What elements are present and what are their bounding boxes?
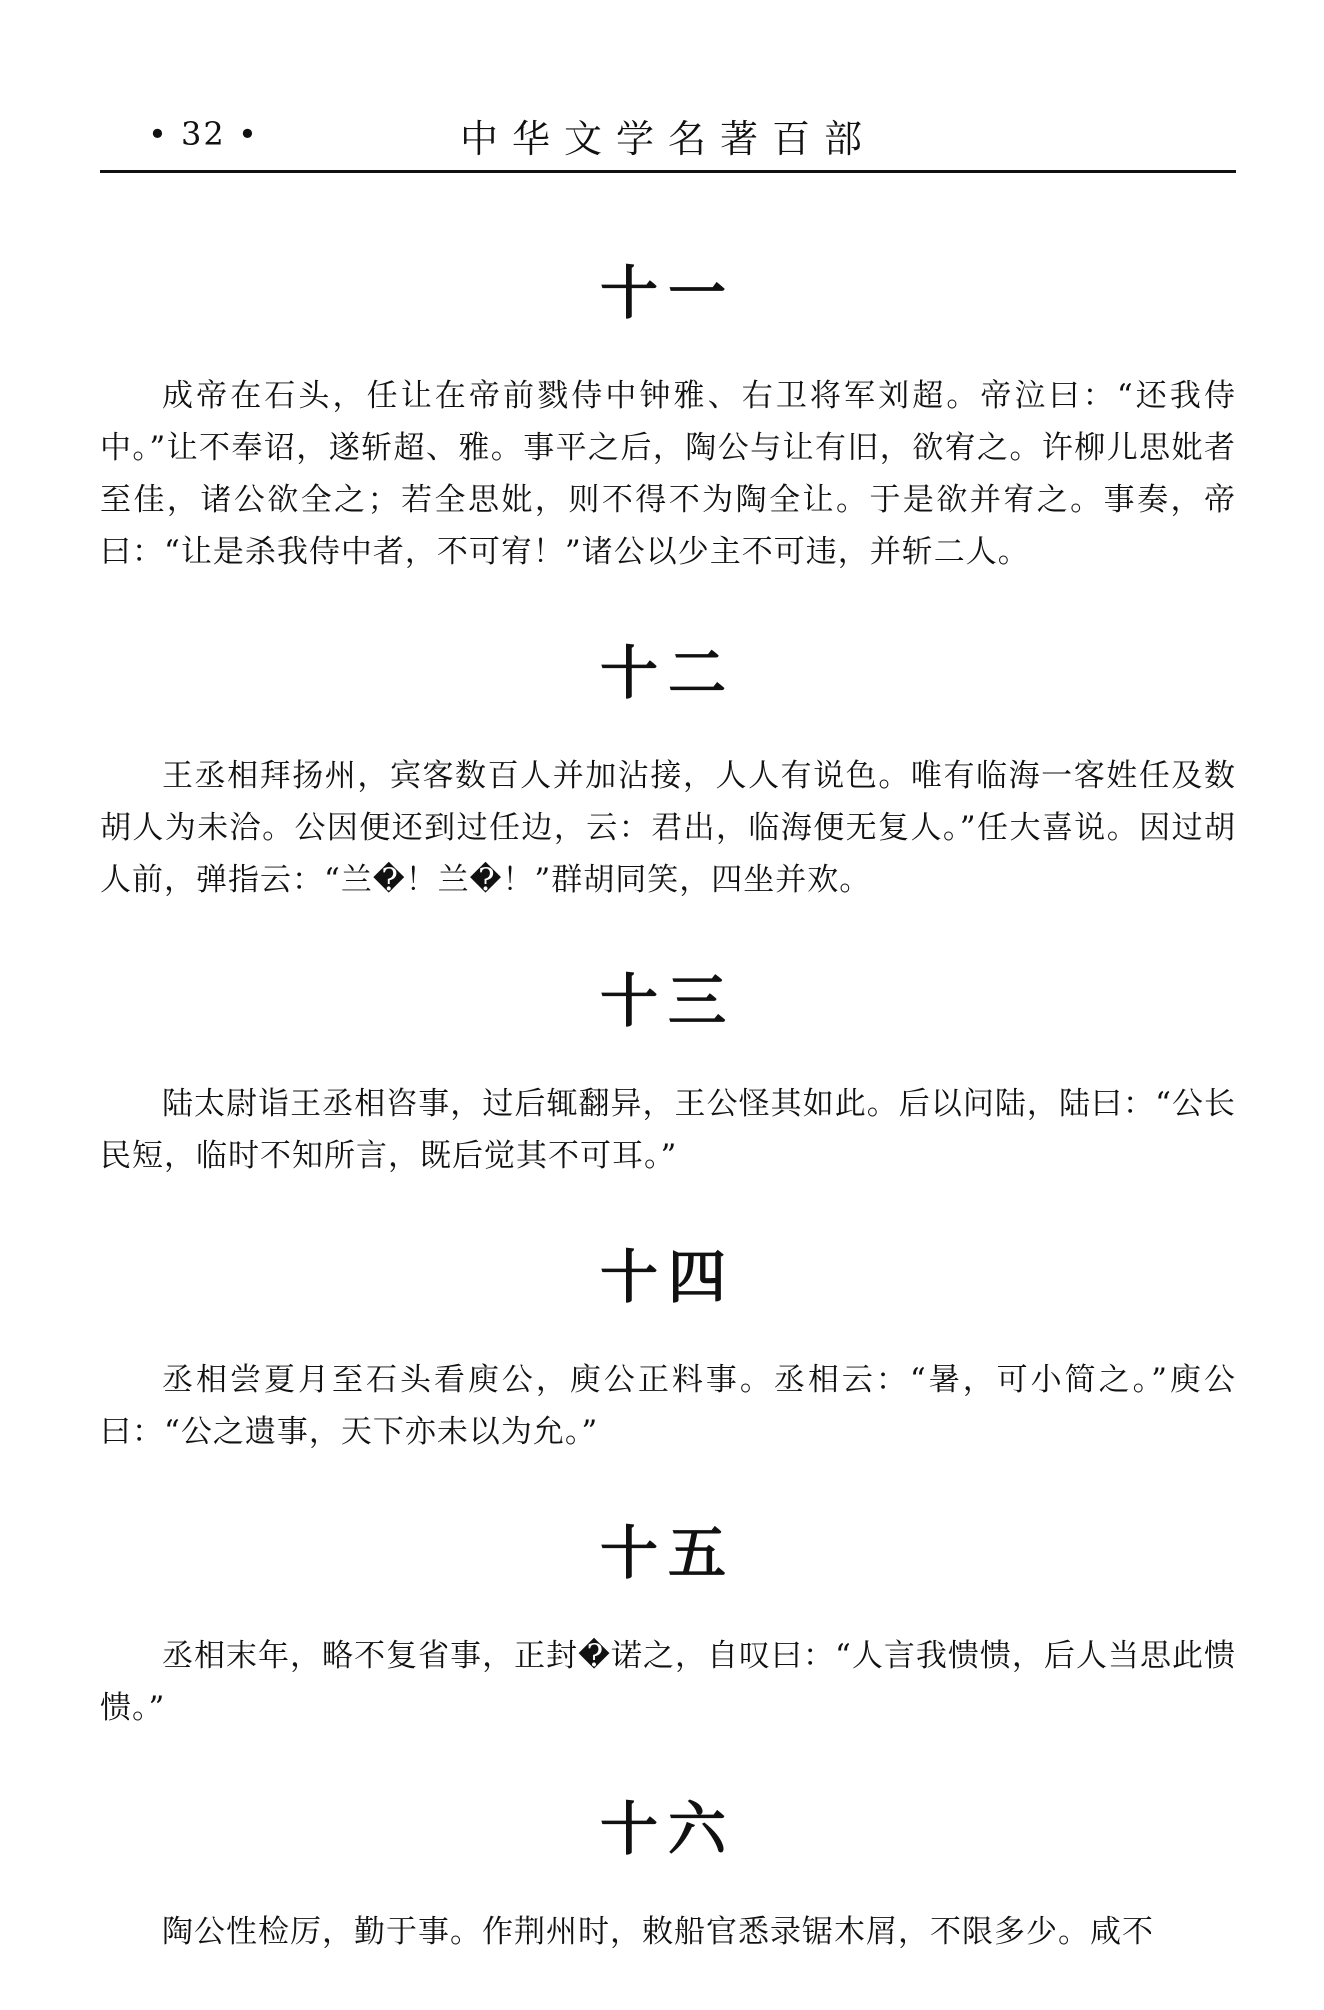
section-13 <box>100 958 1236 1182</box>
book-title: 中华文学名著百部 <box>459 117 876 161</box>
section-paragraph: 王丞相拜扬州，宾客数百人并加沾接，人人有说色。唯有临海一客姓任及数胡人为未洽。公因便还到过任边，云：君出，临海便无复人。”任大喜说。因过胡人前，弹指云：“兰�！兰�！”群胡同笑，四坐并欢。 <box>100 758 1236 898</box>
section-paragraph: 丞相尝夏月至石头看庾公，庾公正料事。丞相云：“暑，可小简之。”庾公曰：“公之遗事，天下亦未以为允。” <box>100 1362 1236 1450</box>
page-content <box>100 250 1236 2010</box>
section-heading: 十五 <box>599 1519 736 1587</box>
section-paragraph: 陶公性检厉，勤于事。作荆州时，敕船官悉录锯木屑，不限多少。咸不 <box>162 1914 1154 1950</box>
section-heading: 十二 <box>599 639 736 707</box>
section-heading: 十四 <box>599 1243 736 1311</box>
section-15 <box>100 1510 1236 1734</box>
section-paragraph: 丞相末年，略不复省事，正封�诺之，自叹曰：“人言我愦愦，后人当思此愦愦。” <box>100 1638 1236 1726</box>
section-16 <box>100 1786 1236 1958</box>
section-paragraph: 陆太尉诣王丞相咨事，过后辄翻异，王公怪其如此。后以问陆，陆曰：“公长民短，临时不知所言，既后觉其不可耳。” <box>100 1086 1236 1174</box>
section-11 <box>100 250 1236 578</box>
section-12 <box>100 630 1236 906</box>
page-header <box>100 100 1236 170</box>
section-heading: 十一 <box>599 259 736 327</box>
section-14 <box>100 1234 1236 1458</box>
section-paragraph: 成帝在石头，任让在帝前戮侍中钟雅、右卫将军刘超。帝泣曰：“还我侍中。”让不奉诏，遂斩超、雅。事平之后，陶公与让有旧，欲宥之。许柳儿思妣者至佳，诸公欲全之；若全思妣，则不得不为陶全让。于是欲并宥之。事奏，帝曰：“让是杀我侍中者，不可宥！”诸公以少主不可违，并斩二人。 <box>100 378 1236 570</box>
header-divider <box>100 170 1236 173</box>
section-heading: 十三 <box>599 967 736 1035</box>
section-heading: 十六 <box>599 1795 736 1863</box>
page-number: • 32 • <box>148 115 259 153</box>
